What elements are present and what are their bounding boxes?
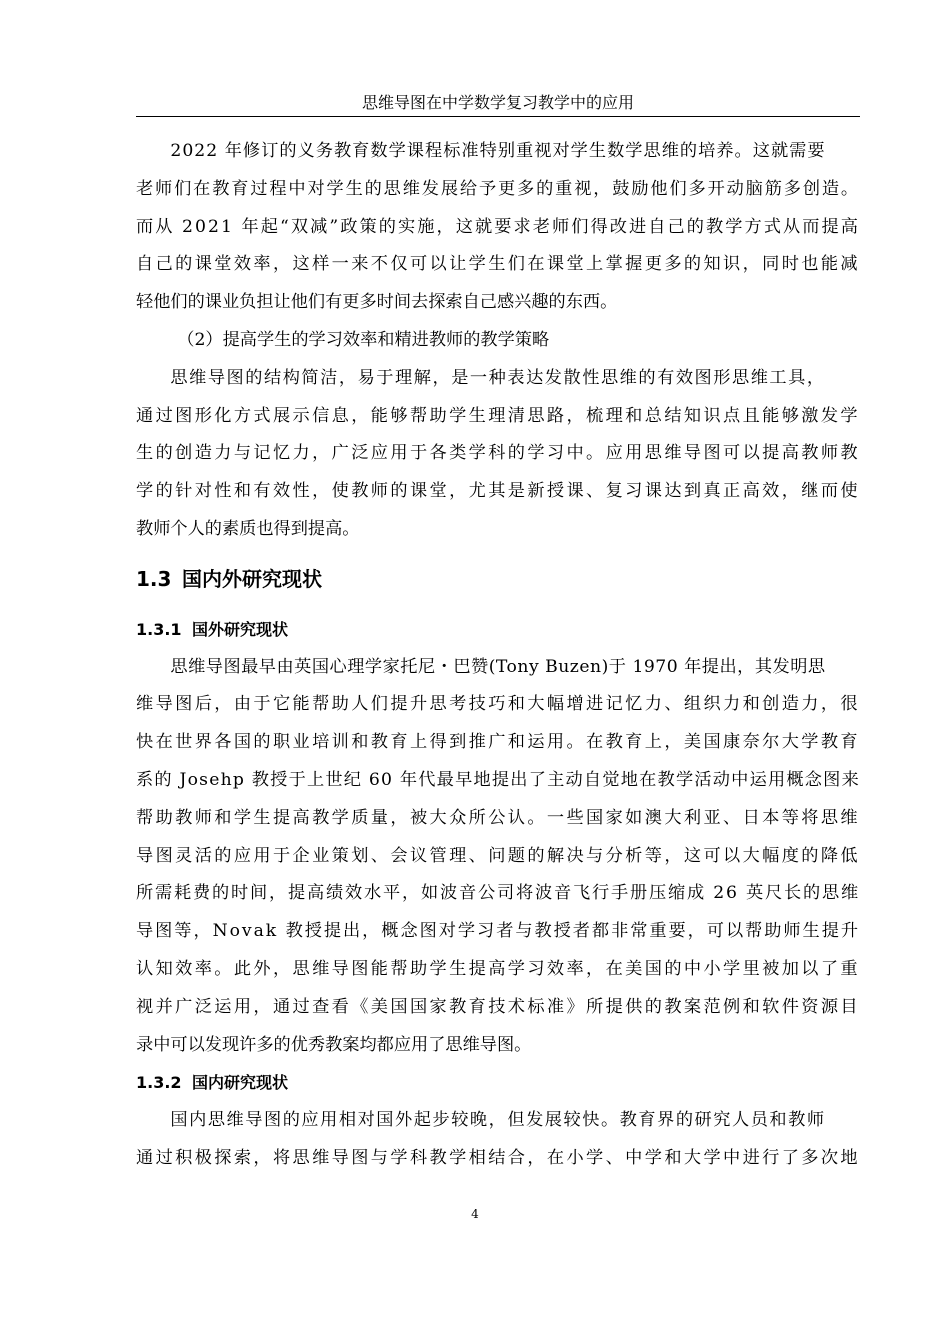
subsection-heading-1	[136, 611, 860, 649]
subsection-number: 1.3.1	[136, 619, 182, 639]
subsection-number: 1.3.2	[136, 1073, 182, 1093]
header-rule	[136, 116, 860, 117]
paragraph-3	[136, 649, 860, 1065]
paragraph-line: 导图等，Novak 教授提出，概念图对学习者与教授者都非常重要，可以帮助师生提升	[136, 921, 860, 942]
paragraph-line: 认知效率。此外，思维导图能帮助学生提高学习效率，在美国的中小学里被加以了重	[136, 958, 860, 979]
paragraph-2	[136, 360, 860, 549]
paragraph-line: 思维导图最早由英国心理学家托尼・巴赞(Tony Buzen)于 1970 年提出，其发明思	[170, 656, 826, 677]
section-title: 国内外研究现状	[182, 566, 322, 591]
paragraph-line: 自己的课堂效率，这样一来不仅可以让学生们在课堂上掌握更多的知识，同时也能减	[136, 254, 860, 275]
paragraph-line: 2022 年修订的义务教育数学课程标准特别重视对学生数学思维的培养。这就需要	[170, 141, 826, 161]
page-body	[136, 133, 860, 1178]
paragraph-line: 轻他们的课业负担让他们有更多时间去探索自己感兴趣的东西。	[136, 292, 618, 313]
paragraph-line: 国内思维导图的应用相对国外起步较晚，但发展较快。教育界的研究人员和教师	[170, 1110, 826, 1131]
paragraph-line: 老师们在教育过程中对学生的思维发展给予更多的重视，鼓励他们多开动脑筋多创造。	[136, 178, 860, 199]
subsection-title: 国内研究现状	[192, 1073, 289, 1093]
paragraph-line: 导图灵活的应用于企业策划、会议管理、问题的解决与分析等，这可以大幅度的降低	[136, 845, 860, 866]
paragraph-line: 维导图后，由于它能帮助人们提升思考技巧和大幅增进记忆力、组织力和创造力，很	[136, 694, 860, 715]
paragraph-1	[136, 133, 860, 322]
paragraph-line: 快在世界各国的职业培训和教育上得到推广和运用。在教育上，美国康奈尔大学教育	[136, 732, 860, 753]
paragraph-line: 录中可以发现许多的优秀教案均都应用了思维导图。	[136, 1034, 532, 1055]
paragraph-line: 所需耗费的时间，提高绩效水平，如波音公司将波音飞行手册压缩成 26 英尺长的思维	[136, 883, 860, 904]
section-number: 1.3	[136, 566, 172, 591]
paragraph-line: 而从 2021 年起“双减”政策的实施，这就要求老师们得改进自己的教学方式从而提高	[136, 216, 860, 237]
paragraph-line: 生的创造力与记忆力，广泛应用于各类学科的学习中。应用思维导图可以提高教师教	[136, 443, 860, 464]
paragraph-line: 教师个人的素质也得到提高。	[136, 518, 360, 539]
numbered-subheading: （2）提高学生的学习效率和精进教师的教学策略	[177, 329, 550, 350]
page-number: 4	[471, 1207, 479, 1221]
paragraph-line: 系的 Josehp 教授于上世纪 60 年代最早地提出了主动自觉地在教学活动中运用概念图来	[136, 769, 860, 790]
paragraph-line: 帮助教师和学生提高教学质量，被大众所公认。一些国家如澳大利亚、日本等将思维	[136, 807, 860, 828]
paragraph-line: 视并广泛运用，通过查看《美国国家教育技术标准》所提供的教案范例和软件资源目	[136, 996, 860, 1017]
subsection-title: 国外研究现状	[192, 619, 289, 639]
paragraph-line: 通过积极探索，将思维导图与学科教学相结合，在小学、中学和大学中进行了多次地	[136, 1147, 860, 1168]
running-header: 思维导图在中学数学复习教学中的应用	[361, 93, 634, 112]
paragraph-line: 思维导图的结构简洁，易于理解，是一种表达发散性思维的有效图形思维工具，	[170, 367, 826, 388]
paragraph-4	[136, 1102, 860, 1178]
paragraph-line: 学的针对性和有效性，使教师的课堂，尤其是新授课、复习课达到真正高效，继而使	[136, 481, 860, 502]
section-heading	[136, 549, 860, 611]
subsection-heading-2	[136, 1064, 860, 1102]
paragraph-line: 通过图形化方式展示信息，能够帮助学生理清思路，梳理和总结知识点且能够激发学	[136, 405, 860, 426]
